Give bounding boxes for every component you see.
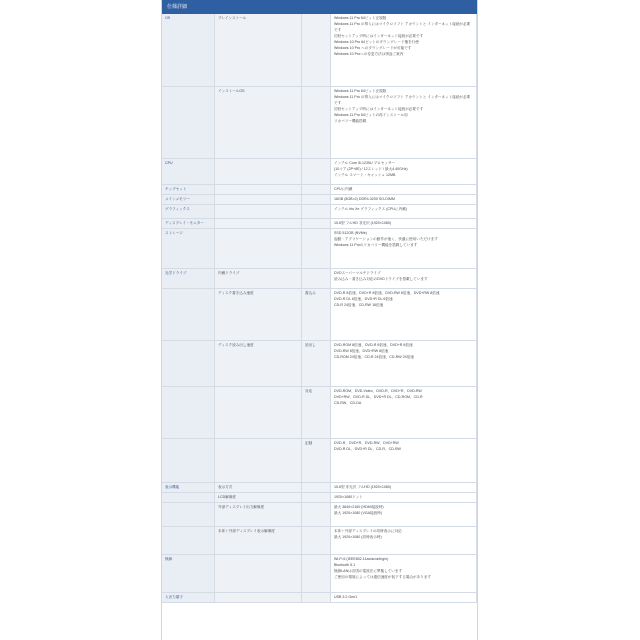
spec-sublabel: 内蔵ドライブ [215, 268, 302, 288]
spec-value-line: リカバリー機能搭載 [334, 118, 367, 123]
spec-label [162, 340, 215, 386]
spec-sublabel [215, 184, 302, 194]
spec-label [162, 502, 215, 526]
spec-sublabel [215, 218, 302, 228]
spec-row [162, 502, 477, 526]
spec-value [331, 526, 477, 554]
spec-value-line: DVD-R DL 6倍速、DVD+R DL 6倍速 [334, 296, 393, 301]
spec-value-line: CD-RW、CD-DA [334, 400, 362, 405]
spec-sublabel-2 [302, 194, 331, 204]
spec-value-line: Windows 10 Pro 64ビットのダウングレード権を行使 [334, 40, 419, 44]
spec-label: ストレージ [162, 228, 215, 268]
spec-label: 光学ドライブ [162, 268, 215, 288]
spec-value-line: CD-R 24倍速、CD-RW 16倍速 [334, 302, 384, 307]
spec-label: メインメモリー [162, 194, 215, 204]
spec-value-line: インテル Core i5-1235U プロセッサー [334, 160, 396, 165]
spec-sublabel [215, 158, 302, 184]
spec-label: 無線 [162, 554, 215, 592]
spec-sublabel [215, 194, 302, 204]
spec-value-line: Bluetooth 5.1 [334, 562, 356, 567]
spec-value-line: 16GB (8GB×2) DDR4-3200 SO-DIMM [334, 196, 395, 201]
spec-sublabel: インストールOS [215, 86, 302, 158]
spec-value-line: 起動・アプリケーションの動作が速く、快適に使用いただけます [334, 236, 438, 241]
spec-sublabel-2 [302, 502, 331, 526]
spec-value-line: Windows 11 Pro の導入にはマイクロソフト アカウントと インターネット接続が必要です [334, 22, 471, 32]
spec-value-line: 15.6型 フルHD 非光沢 (1920×1080) [334, 220, 392, 225]
spec-value [331, 194, 477, 204]
spec-table [162, 14, 477, 603]
spec-value-line: DVD-R DL、DVD+R DL、CD-R、CD-RW [334, 446, 401, 451]
spec-value-line: Windows 11 Pro の導入にはマイクロソフト アカウントと インターネット接続が必要です [334, 94, 471, 105]
spec-sublabel-2 [302, 526, 331, 554]
spec-row [162, 386, 477, 438]
spec-value [331, 184, 477, 194]
spec-value-line: (10コア (2P+8E) / 12スレッド / 最大4.40GHz) [334, 166, 408, 171]
spec-value-line: DVD-ROM 8倍速、DVD-R 8倍速、DVD+R 8倍速 [334, 342, 413, 347]
spec-label [162, 386, 215, 438]
spec-value-line: 初回セットアップ時にはインターネット接続が必要です [334, 106, 424, 111]
spec-row [162, 218, 477, 228]
spec-row [162, 482, 477, 492]
spec-value-line: 最大 3840×2160 (HDMI接続時) [334, 504, 384, 509]
spec-row [162, 554, 477, 592]
spec-sublabel-2: 書込み [302, 288, 331, 340]
spec-value [331, 204, 477, 218]
spec-label: OS [162, 14, 215, 86]
spec-value [331, 14, 477, 86]
spec-row [162, 340, 477, 386]
spec-row [162, 268, 477, 288]
spec-value [331, 386, 477, 438]
spec-value-line: 15.6型 非光沢 フルHD (1920×1080) [334, 484, 392, 489]
spec-value [331, 492, 477, 502]
spec-label: 表示機能 [162, 482, 215, 492]
spec-title: 仕様詳細 [162, 0, 477, 14]
spec-sublabel: ディスク書き込み速度 [215, 288, 302, 340]
spec-sublabel: LCD解像度 [215, 492, 302, 502]
spec-value-line: Windows 11 Pro 64ビット正規版 [334, 16, 387, 20]
spec-sublabel: 表示方式 [215, 482, 302, 492]
spec-sublabel [215, 438, 302, 482]
spec-sublabel-2 [302, 482, 331, 492]
spec-sublabel-2 [302, 268, 331, 288]
spec-sublabel-2 [302, 218, 331, 228]
spec-value [331, 340, 477, 386]
spec-value-line: 1920×1080ドット [334, 494, 363, 499]
spec-label [162, 86, 215, 158]
spec-label [162, 526, 215, 554]
spec-label [162, 492, 215, 502]
spec-value [331, 288, 477, 340]
spec-row [162, 438, 477, 482]
spec-value-line: USB 3.2 Gen1 [334, 594, 358, 599]
spec-value-line: DVD-ROM、DVD-Video、DVD-R、DVD+R、DVD-RW [334, 388, 422, 393]
spec-value-line: 最大 1920×1080 (VGA接続時) [334, 510, 383, 515]
spec-value-line: 初回セットアップ時にはインターネット接続が必要です [334, 34, 424, 38]
spec-sublabel-2 [302, 592, 331, 602]
spec-sublabel [215, 554, 302, 592]
spec-label: チップセット [162, 184, 215, 194]
spec-value-line: Windows 10 Proへの変更方法は別途ご案内 [334, 52, 404, 56]
right-margin [476, 0, 640, 640]
spec-value [331, 158, 477, 184]
spec-row [162, 204, 477, 218]
spec-value-line: CD-ROM 24倍速、CD-R 24倍速、CD-RW 24倍速 [334, 354, 414, 359]
spec-sublabel-2 [302, 86, 331, 158]
spec-row [162, 86, 477, 158]
spec-row [162, 14, 477, 86]
spec-value-line: DVD+RW、DVD-R DL、DVD+R DL、CD-ROM、CD-R [334, 394, 423, 399]
left-margin [0, 0, 20, 640]
spec-sublabel-2: 対応 [302, 386, 331, 438]
spec-label: グラフィックス [162, 204, 215, 218]
spec-label: 入出力端子 [162, 592, 215, 602]
spec-sublabel-2 [302, 204, 331, 218]
spec-sublabel [215, 386, 302, 438]
spec-sublabel: 本体＋外部ディスプレイ表示解像度 [215, 526, 302, 554]
spec-value [331, 554, 477, 592]
spec-sublabel-2 [302, 492, 331, 502]
spec-value-line: Windows 11 Pro 64ビット正規版 [334, 88, 387, 93]
spec-sublabel-2: 記録 [302, 438, 331, 482]
spec-value-line: インテル スマート・キャッシュ 12MB [334, 172, 396, 177]
spec-value [331, 268, 477, 288]
spec-sublabel-2 [302, 184, 331, 194]
spec-value-line: 最大 1920×1080 (同時表示時) [334, 534, 382, 539]
spec-value [331, 438, 477, 482]
spec-sublabel-2 [302, 554, 331, 592]
spec-sublabel: ディスク読み出し速度 [215, 340, 302, 386]
spec-row [162, 492, 477, 502]
spec-sublabel-2 [302, 14, 331, 86]
spec-sublabel-2: 読出し [302, 340, 331, 386]
spec-label: ディスプレイ・モニター [162, 218, 215, 228]
spec-value-line: CPUに内蔵 [334, 186, 353, 191]
spec-value-line: Wi-Fi 6 (IEEE802.11ax/ac/a/b/g/n) [334, 556, 389, 561]
spec-sublabel-2 [302, 228, 331, 268]
spec-sublabel-2 [302, 158, 331, 184]
spec-value-line: 無線LANは各国の電波法に準拠しています [334, 568, 403, 573]
spec-value [331, 218, 477, 228]
spec-value-line: 読み込み・書き込み対応のDVDドライブを搭載しています [334, 276, 428, 281]
spec-row [162, 194, 477, 204]
spec-label: CPU [162, 158, 215, 184]
spec-sheet [161, 0, 478, 640]
spec-sublabel: プレインストール [215, 14, 302, 86]
spec-row [162, 184, 477, 194]
spec-sublabel [215, 204, 302, 218]
spec-sublabel: 外部ディスプレイ出力解像度 [215, 502, 302, 526]
spec-value-line: Windows 10 Pro へのダウングレードが可能です [334, 46, 412, 50]
spec-label [162, 288, 215, 340]
spec-value-line: 本体＋外部ディスプレイの同時表示に対応 [334, 528, 402, 533]
spec-value [331, 228, 477, 268]
spec-value [331, 482, 477, 492]
spec-value-line: DVDスーパーマルチドライブ [334, 270, 381, 275]
spec-value [331, 502, 477, 526]
spec-row [162, 288, 477, 340]
spec-value-line: SSD 512GB (NVMe) [334, 230, 367, 235]
spec-sublabel [215, 228, 302, 268]
spec-value-line: Windows 11 Proのリカバリー機能を搭載しています [334, 242, 418, 247]
spec-value-line: Windows 11 Pro 64ビットの再インストール用 [334, 112, 408, 117]
spec-row [162, 158, 477, 184]
spec-value [331, 86, 477, 158]
spec-row [162, 228, 477, 268]
spec-value [331, 592, 477, 602]
spec-row [162, 592, 477, 602]
spec-value-line: DVD-R 8倍速、DVD+R 8倍速、DVD-RW 6倍速、DVD+RW 8倍速 [334, 290, 440, 295]
spec-sublabel [215, 592, 302, 602]
spec-row [162, 526, 477, 554]
spec-value-line: ご使用の環境によっては通信速度が低下する場合があります [334, 574, 432, 579]
spec-label [162, 438, 215, 482]
spec-value-line: DVD-RW 8倍速、DVD+RW 8倍速 [334, 348, 389, 353]
spec-value-line: インテル Iris Xe グラフィックス (CPUに内蔵) [334, 206, 407, 211]
spec-value-line: DVD-R、DVD+R、DVD-RW、DVD+RW [334, 440, 399, 445]
